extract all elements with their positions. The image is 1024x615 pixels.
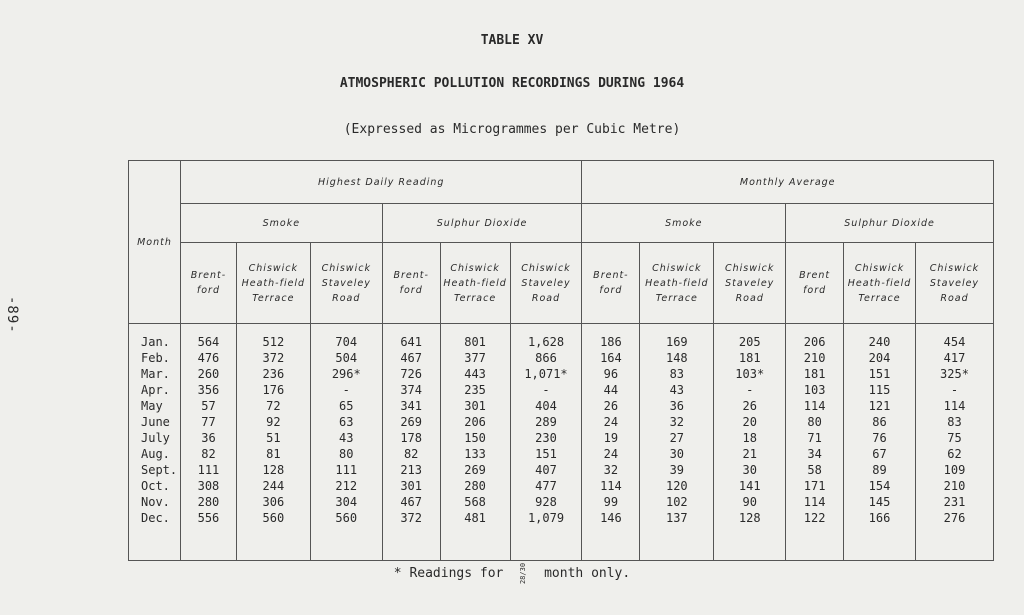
value-cell: 77 [180,414,236,430]
value-cell: 109 [915,462,993,478]
table-row [129,382,994,398]
column-header: Brent ford [786,243,844,324]
value-cell: 43 [640,382,714,398]
value-cell: 240 [844,324,916,351]
month-header: Month [129,161,181,324]
value-cell: 704 [310,324,382,351]
value-cell: 477 [510,478,582,494]
value-cell: 71 [786,430,844,446]
value-cell: 404 [510,398,582,414]
value-cell: - [510,382,582,398]
value-cell: 57 [180,398,236,414]
value-cell: 32 [582,462,640,478]
value-cell: 133 [440,446,510,462]
value-cell: 205 [714,324,786,351]
column-header: Chiswick Heath-field Terrace [844,243,916,324]
value-cell: 26 [582,398,640,414]
column-header: Chiswick Staveley Road [915,243,993,324]
month-cell: July [129,430,181,446]
value-cell: 27 [640,430,714,446]
value-cell: 289 [510,414,582,430]
value-cell: 306 [236,494,310,510]
value-cell: 24 [582,414,640,430]
footnote [0,562,1024,585]
table-title: TABLE XV [480,33,544,48]
value-cell: 325* [915,366,993,382]
value-cell: 62 [915,446,993,462]
subgroup-header: Sulphur Dioxide [382,204,582,243]
value-cell: 39 [640,462,714,478]
value-cell: 568 [440,494,510,510]
value-cell: 80 [310,446,382,462]
footnote-fraction: 28/30 [519,562,528,585]
empty-cell [129,526,181,561]
value-cell: 58 [786,462,844,478]
value-cell: - [915,382,993,398]
value-cell: 103* [714,366,786,382]
table-row [129,398,994,414]
group-header: Monthly Average [582,161,994,204]
value-cell: 121 [844,398,916,414]
value-cell: 407 [510,462,582,478]
value-cell: 120 [640,478,714,494]
value-cell: - [310,382,382,398]
value-cell: 24 [582,446,640,462]
value-cell: 564 [180,324,236,351]
value-cell: 467 [382,494,440,510]
value-cell: 866 [510,350,582,366]
value-cell: 128 [236,462,310,478]
value-cell: 235 [440,382,510,398]
value-cell: 467 [382,350,440,366]
value-cell: 36 [640,398,714,414]
units-note: (Expressed as Microgrammes per Cubic Metre) [343,122,681,137]
value-cell: 301 [440,398,510,414]
page-number: -89- [4,296,20,334]
column-header: Chiswick Heath-field Terrace [640,243,714,324]
value-cell: 276 [915,510,993,526]
value-cell: 1,071* [510,366,582,382]
value-cell: 67 [844,446,916,462]
value-cell: 512 [236,324,310,351]
month-cell: Mar. [129,366,181,382]
value-cell: 269 [440,462,510,478]
value-cell: 269 [382,414,440,430]
value-cell: 171 [786,478,844,494]
table-row [129,366,994,382]
value-cell: 181 [786,366,844,382]
value-cell: 26 [714,398,786,414]
value-cell: 1,628 [510,324,582,351]
subgroup-header: Smoke [180,204,382,243]
column-header: Chiswick Heath-field Terrace [440,243,510,324]
value-cell: 181 [714,350,786,366]
value-cell: 150 [440,430,510,446]
footnote-prefix: * Readings for [393,566,504,581]
value-cell: 1,079 [510,510,582,526]
value-cell: 20 [714,414,786,430]
month-cell: Oct. [129,478,181,494]
value-cell: 304 [310,494,382,510]
value-cell: 83 [915,414,993,430]
table-row [129,462,994,478]
value-cell: 114 [582,478,640,494]
value-cell: 92 [236,414,310,430]
value-cell: 75 [915,430,993,446]
empty-cell [510,526,582,561]
value-cell: 115 [844,382,916,398]
value-cell: 801 [440,324,510,351]
column-header: Chiswick Staveley Road [714,243,786,324]
value-cell: 80 [786,414,844,430]
value-cell: 372 [382,510,440,526]
value-cell: 296* [310,366,382,382]
footnote-suffix: month only. [544,566,631,581]
value-cell: 504 [310,350,382,366]
value-cell: 374 [382,382,440,398]
value-cell: 560 [310,510,382,526]
month-cell: Feb. [129,350,181,366]
value-cell: 83 [640,366,714,382]
value-cell: 443 [440,366,510,382]
value-cell: 454 [915,324,993,351]
value-cell: 230 [510,430,582,446]
value-cell: 21 [714,446,786,462]
group-header: Highest Daily Reading [180,161,581,204]
value-cell: 206 [440,414,510,430]
empty-cell [640,526,714,561]
value-cell: 43 [310,430,382,446]
value-cell: 641 [382,324,440,351]
value-cell: 63 [310,414,382,430]
value-cell: 210 [915,478,993,494]
column-header: Brent-ford [180,243,236,324]
value-cell: 141 [714,478,786,494]
value-cell: 34 [786,446,844,462]
value-cell: 76 [844,430,916,446]
value-cell: 128 [714,510,786,526]
empty-cell [180,526,236,561]
value-cell: 476 [180,350,236,366]
value-cell: 82 [382,446,440,462]
value-cell: 114 [786,398,844,414]
value-cell: 111 [180,462,236,478]
value-cell: 212 [310,478,382,494]
value-cell: 178 [382,430,440,446]
value-cell: 206 [786,324,844,351]
value-cell: 726 [382,366,440,382]
value-cell: 44 [582,382,640,398]
value-cell: 18 [714,430,786,446]
value-cell: 356 [180,382,236,398]
month-cell: May [129,398,181,414]
empty-cell [382,526,440,561]
value-cell: 148 [640,350,714,366]
table-row [129,494,994,510]
value-cell: 164 [582,350,640,366]
table-subtitle: ATMOSPHERIC POLLUTION RECORDINGS DURING 1964 [339,76,685,91]
value-cell: 213 [382,462,440,478]
value-cell: - [714,382,786,398]
table-spacer-row [129,526,994,561]
empty-cell [786,526,844,561]
value-cell: 86 [844,414,916,430]
value-cell: 114 [915,398,993,414]
value-cell: 103 [786,382,844,398]
value-cell: 560 [236,510,310,526]
value-cell: 30 [640,446,714,462]
value-cell: 377 [440,350,510,366]
value-cell: 341 [382,398,440,414]
value-cell: 99 [582,494,640,510]
value-cell: 204 [844,350,916,366]
table-row [129,446,994,462]
value-cell: 481 [440,510,510,526]
table-row [129,414,994,430]
column-header: Chiswick Staveley Road [510,243,582,324]
empty-cell [236,526,310,561]
value-cell: 90 [714,494,786,510]
value-cell: 417 [915,350,993,366]
empty-cell [582,526,640,561]
value-cell: 308 [180,478,236,494]
value-cell: 231 [915,494,993,510]
value-cell: 556 [180,510,236,526]
column-header: Chiswick Staveley Road [310,243,382,324]
value-cell: 102 [640,494,714,510]
value-cell: 166 [844,510,916,526]
empty-cell [714,526,786,561]
pollution-table [128,160,994,561]
value-cell: 280 [180,494,236,510]
value-cell: 122 [786,510,844,526]
value-cell: 36 [180,430,236,446]
month-cell: June [129,414,181,430]
empty-cell [844,526,916,561]
value-cell: 32 [640,414,714,430]
value-cell: 928 [510,494,582,510]
value-cell: 169 [640,324,714,351]
value-cell: 72 [236,398,310,414]
value-cell: 260 [180,366,236,382]
month-cell: Sept. [129,462,181,478]
value-cell: 280 [440,478,510,494]
value-cell: 89 [844,462,916,478]
value-cell: 210 [786,350,844,366]
empty-cell [440,526,510,561]
month-cell: Jan. [129,324,181,351]
value-cell: 244 [236,478,310,494]
table-row [129,350,994,366]
value-cell: 176 [236,382,310,398]
value-cell: 236 [236,366,310,382]
value-cell: 111 [310,462,382,478]
value-cell: 372 [236,350,310,366]
value-cell: 301 [382,478,440,494]
value-cell: 151 [510,446,582,462]
subgroup-header: Smoke [582,204,786,243]
column-header: Brent-ford [582,243,640,324]
month-cell: Dec. [129,510,181,526]
empty-cell [915,526,993,561]
value-cell: 82 [180,446,236,462]
value-cell: 65 [310,398,382,414]
month-cell: Aug. [129,446,181,462]
month-cell: Apr. [129,382,181,398]
column-header: Chiswick Heath-field Terrace [236,243,310,324]
value-cell: 151 [844,366,916,382]
subgroup-header: Sulphur Dioxide [786,204,994,243]
value-cell: 145 [844,494,916,510]
empty-cell [310,526,382,561]
value-cell: 81 [236,446,310,462]
table-row [129,324,994,351]
value-cell: 30 [714,462,786,478]
table-row [129,430,994,446]
table-row [129,510,994,526]
value-cell: 51 [236,430,310,446]
column-header: Brent-ford [382,243,440,324]
value-cell: 114 [786,494,844,510]
value-cell: 96 [582,366,640,382]
value-cell: 154 [844,478,916,494]
value-cell: 186 [582,324,640,351]
value-cell: 19 [582,430,640,446]
table-row [129,478,994,494]
value-cell: 137 [640,510,714,526]
month-cell: Nov. [129,494,181,510]
value-cell: 146 [582,510,640,526]
